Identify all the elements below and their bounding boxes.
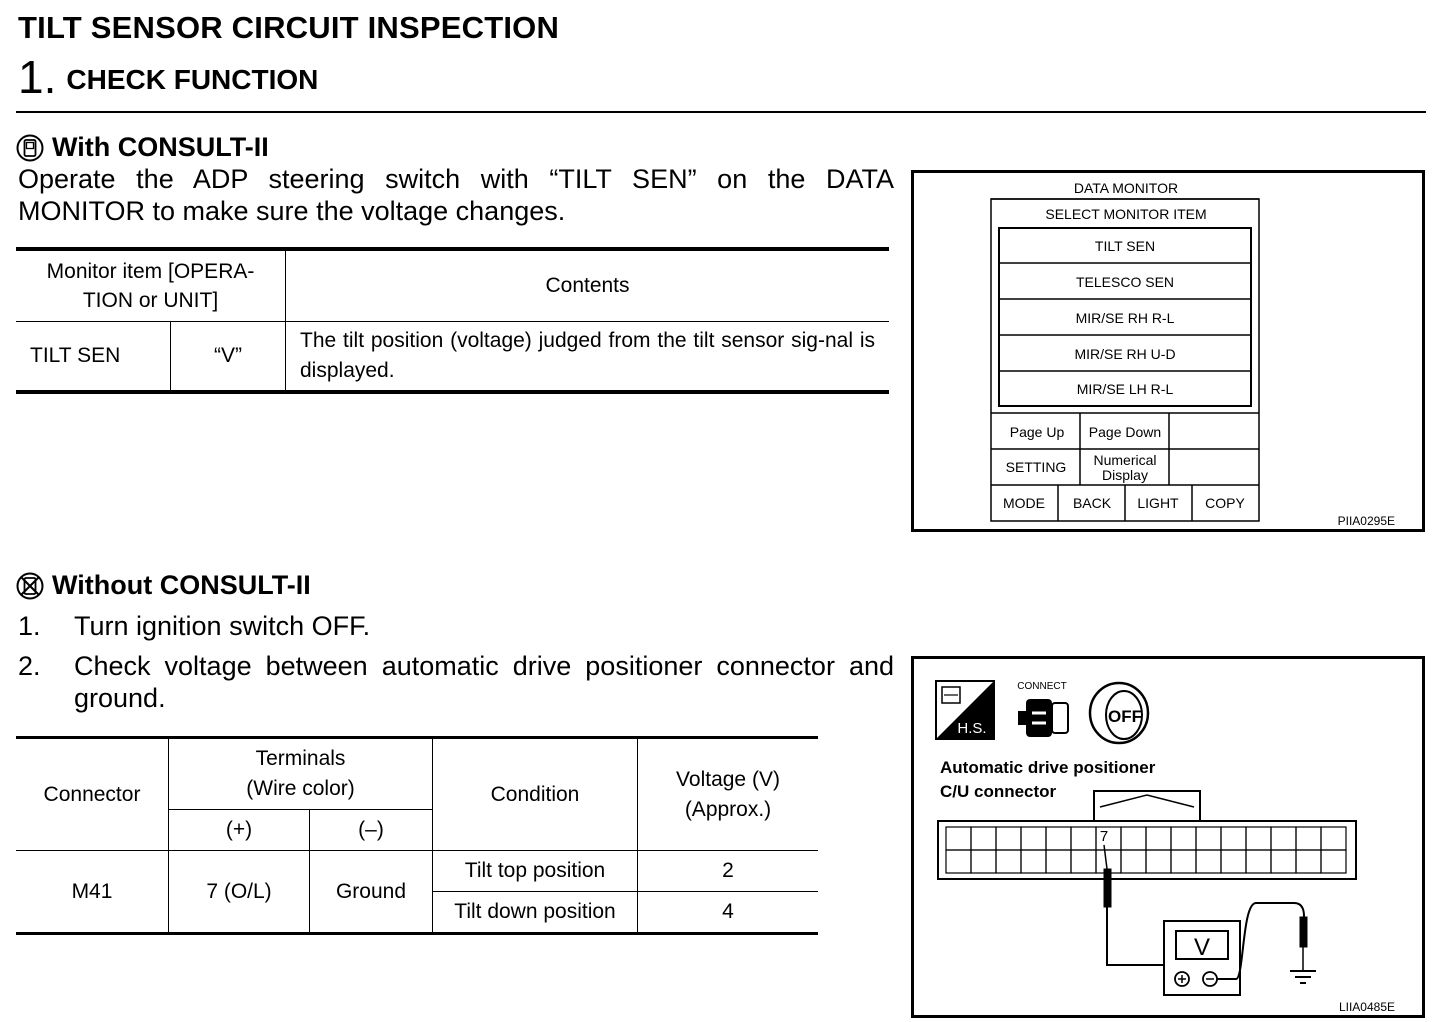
connector-figure	[911, 656, 1425, 1018]
monitor-item-table	[16, 247, 889, 394]
connector-pin	[1246, 850, 1271, 873]
step-text: Turn ignition switch OFF.	[74, 611, 371, 641]
header-approx: (Approx.)	[684, 797, 772, 821]
header-terminals	[169, 738, 433, 810]
dm-light: LIGHT	[1137, 495, 1179, 511]
step-heading	[18, 50, 318, 104]
connector-pin	[1121, 850, 1146, 873]
without-consult-heading	[16, 570, 311, 601]
dm-mode: MODE	[1003, 495, 1045, 511]
test-probe	[1104, 845, 1168, 965]
connector-pin	[1221, 850, 1246, 873]
connector-pin	[1121, 827, 1146, 850]
with-consult-label: With CONSULT-II	[52, 132, 269, 162]
connector-pin	[1196, 827, 1221, 850]
dm-item-tilt-sen: TILT SEN	[1094, 238, 1156, 254]
header-wire-color: (Wire color)	[246, 777, 355, 800]
dm-subtitle: SELECT MONITOR ITEM	[1045, 206, 1207, 222]
header-voltage	[638, 738, 819, 851]
dm-setting: SETTING	[1005, 459, 1067, 475]
dm-item-mirse-rh-rl: MIR/SE RH R-L	[1075, 310, 1175, 326]
cell-plus: 7 (O/L)	[169, 851, 310, 934]
data-monitor-figure	[911, 170, 1425, 532]
connector-pin	[1171, 850, 1196, 873]
ignition-off-icon	[1090, 683, 1148, 743]
dm-copy: COPY	[1205, 495, 1245, 511]
step-title: CHECK FUNCTION	[66, 64, 319, 95]
dm-title: DATA MONITOR	[1073, 180, 1179, 196]
figure-code: PIIA0295E	[1337, 514, 1395, 528]
page-title: TILT SENSOR CIRCUIT INSPECTION	[18, 10, 560, 45]
connector-pin	[1321, 827, 1346, 850]
connector-pin	[1321, 850, 1346, 873]
cell-unit: “V”	[171, 322, 286, 393]
caption-line-1: Automatic drive positioner	[940, 758, 1156, 777]
dm-item-mirse-rh-ud: MIR/SE RH U-D	[1074, 346, 1176, 362]
dm-page-up: Page Up	[1009, 424, 1065, 440]
dm-item-telesco-sen: TELESCO SEN	[1075, 274, 1175, 290]
connect-label: CONNECT	[1017, 681, 1067, 692]
connector-pin	[1171, 827, 1196, 850]
header-divider	[16, 111, 1426, 113]
cell-item: TILT SEN	[16, 322, 171, 393]
consult-ii-icon	[16, 134, 44, 162]
connector-pin	[1196, 850, 1221, 873]
table-header-row	[16, 738, 818, 810]
list-item	[18, 610, 894, 642]
dm-numerical: Numerical	[1093, 452, 1157, 468]
cell-connector: M41	[16, 851, 169, 934]
without-consult-label: Without CONSULT-II	[52, 570, 311, 600]
with-consult-heading	[16, 132, 269, 163]
cu-connector	[938, 791, 1356, 879]
header-contents: Contents	[286, 249, 890, 322]
header-terminals-label: Terminals	[255, 747, 346, 770]
connector-pin	[1146, 850, 1171, 873]
hs-label: H.S.	[957, 720, 987, 737]
connector-pin	[1271, 827, 1296, 850]
connector-pin	[1021, 827, 1046, 850]
voltmeter	[1164, 921, 1240, 995]
cell-voltage: 2	[638, 851, 819, 892]
connector-pin	[1071, 850, 1096, 873]
table-header-row	[16, 249, 889, 322]
cell-condition: Tilt top position	[433, 851, 638, 892]
connector-pin	[1221, 827, 1246, 850]
off-label: OFF	[1108, 707, 1142, 726]
header-plus: (+)	[169, 810, 310, 851]
step-number: 1.	[18, 51, 57, 103]
ground-symbol	[1290, 971, 1316, 983]
harness-side-icon	[936, 681, 994, 739]
connector-pin	[1246, 827, 1271, 850]
header-minus: (–)	[310, 810, 433, 851]
connector-pin	[971, 850, 996, 873]
data-monitor-screen	[914, 173, 1422, 529]
connect-icon	[1017, 681, 1068, 737]
no-consult-icon	[16, 572, 44, 600]
cell-contents: The tilt position (voltage) judged from the tilt sensor sig-nal is displayed.	[286, 322, 890, 393]
connector-pin	[1021, 850, 1046, 873]
caption-line-2: C/U connector	[940, 782, 1057, 801]
connector-pin	[946, 827, 971, 850]
connector-pin	[1296, 850, 1321, 873]
header-voltage-label: Voltage (V)	[676, 767, 780, 791]
figure-code: LIIA0485E	[1338, 1000, 1395, 1014]
connector-pin	[1296, 827, 1321, 850]
connector-pin	[1146, 827, 1171, 850]
connector-pin	[1071, 827, 1096, 850]
step-text: Check voltage between automatic drive positioner connector and ground.	[74, 651, 894, 713]
step-num: 2.	[18, 651, 41, 681]
header-condition: Condition	[433, 738, 638, 851]
connector-pin	[996, 850, 1021, 873]
connector-diagram	[914, 659, 1422, 1015]
connector-pin	[1271, 850, 1296, 873]
connector-pin	[946, 850, 971, 873]
dm-back: BACK	[1072, 495, 1112, 511]
table-row	[16, 322, 889, 393]
dm-display: Display	[1102, 467, 1148, 483]
cell-voltage: 4	[638, 892, 819, 934]
dm-item-mirse-lh-rl: MIR/SE LH R-L	[1076, 381, 1174, 397]
voltage-check-table	[16, 736, 818, 935]
voltmeter-label: V	[1193, 934, 1211, 961]
header-monitor-item: Monitor item [OPERA-TION or UNIT]	[16, 249, 286, 322]
dm-page-down: Page Down	[1088, 424, 1162, 440]
list-item	[18, 650, 894, 714]
connector-pin	[1046, 850, 1071, 873]
terminal-7-label: 7	[1099, 828, 1109, 845]
consult-instruction: Operate the ADP steering switch with “TILT SEN” on the DATA MONITOR to make sure the voltage changes.	[18, 164, 894, 226]
connector-pin	[971, 827, 996, 850]
cell-condition: Tilt down position	[433, 892, 638, 934]
cell-minus: Ground	[310, 851, 433, 934]
connector-pin	[996, 827, 1021, 850]
header-connector: Connector	[16, 738, 169, 851]
procedure-list	[18, 610, 894, 714]
connector-pin	[1046, 827, 1071, 850]
step-num: 1.	[18, 611, 41, 641]
table-row	[16, 851, 818, 892]
